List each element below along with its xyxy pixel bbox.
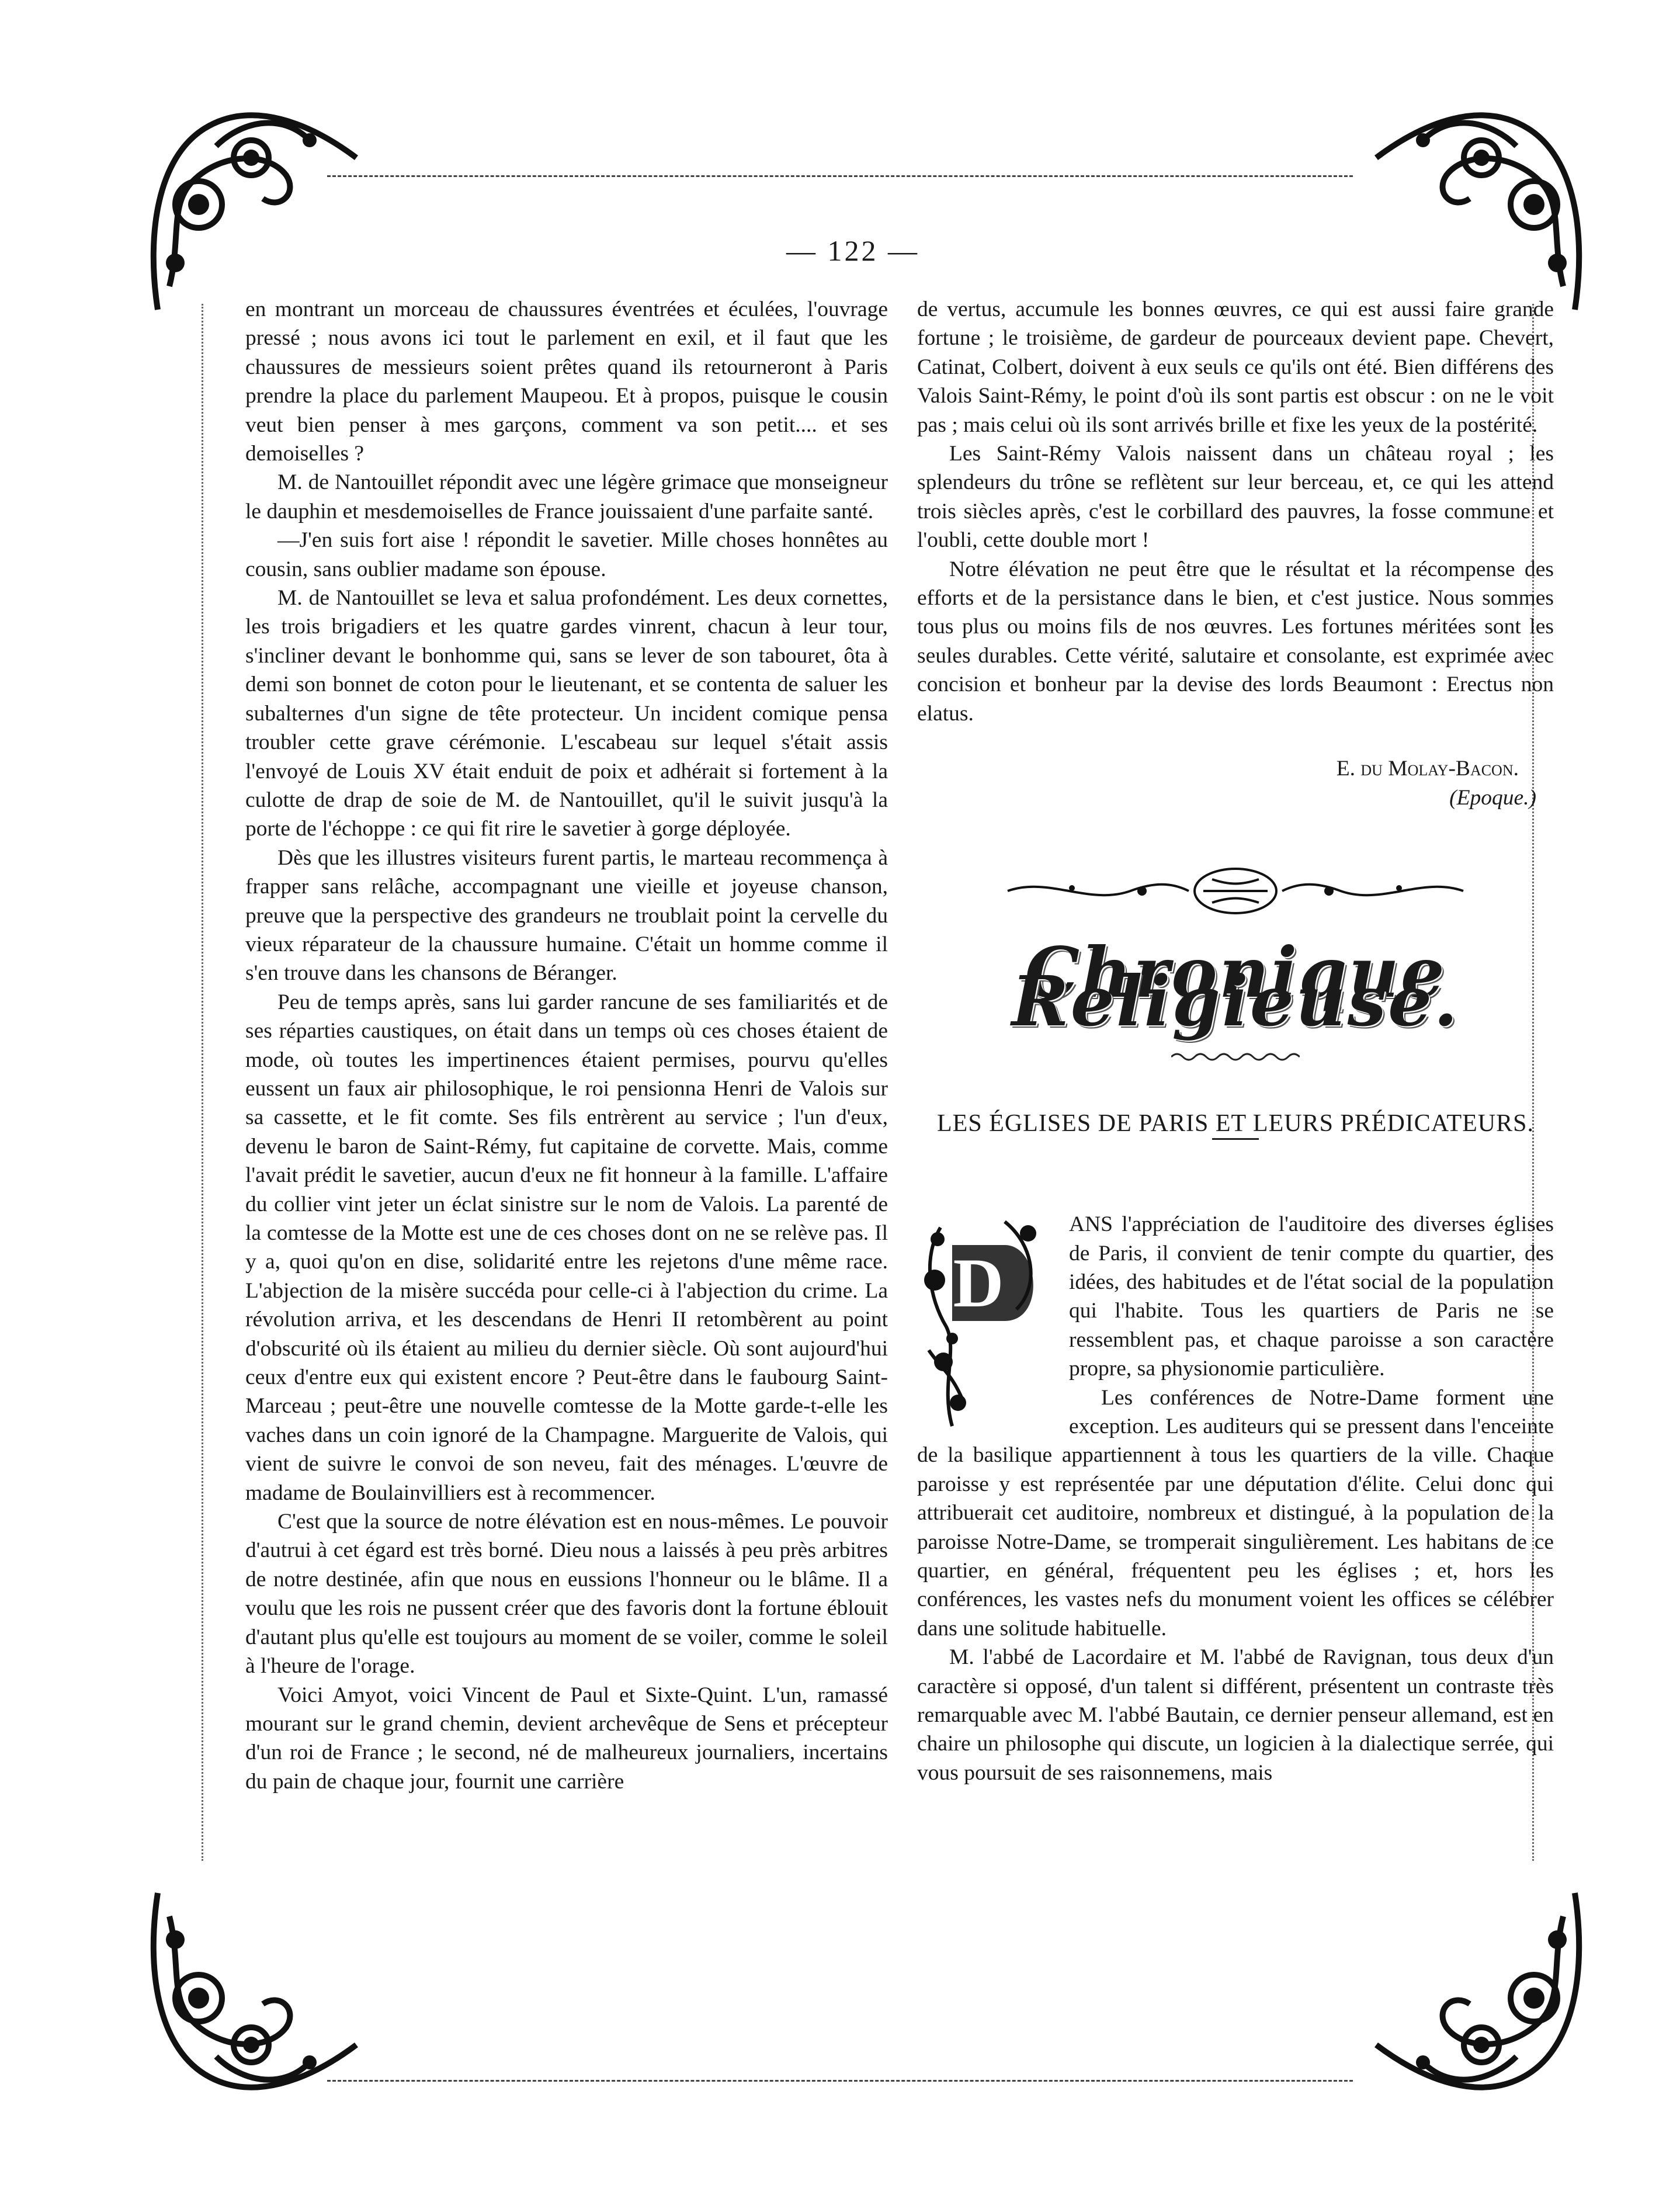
bottom-left-corner-ornament — [134, 1870, 380, 2115]
article-title: LES ÉGLISES DE PARIS ET LEURS PRÉDICATEURS. — [937, 1109, 1534, 1137]
paragraph: M. l'abbé de Lacordaire et M. l'abbé de Ravignan, tous deux d'un caractère si opposé, d'un talent si différent, présentent un contraste très remarquable avec M. l'abbé Bautain, ce dernier penseur allemand, est en chaire un philosophe qui discute, un logicien à la dialectique serrée, qui vous poursuit de ses raisonnemens, mais — [917, 1645, 1554, 1785]
short-rule — [1212, 1138, 1259, 1140]
paragraph: Peu de temps après, sans lui garder rancune de ses familiarités et de ses réparties caustiques, on était dans un temps où ces choses étaient de mode, où toutes les impertinences étaient permises, pourvu qu'elles eussent un faux air philosophique, le roi pensionna Henri de Valois sur sa cassette, et le fit comte. Ses fils entrèrent au service ; l'un d'eux, devenu le baron de Saint-Rémy, fut capitaine de corvette. Mais, comme l'avait prédit le savetier, aucun d'eux ne fit honneur à la famille. L'affaire du collier vint jeter un éclat sinistre sur le nom de Valois. La parenté de la comtesse de la Motte est une de ces choses dont on ne se relève pas. Il y a, quoi qu'on en dise, solidarité entre les rejetons d'une même race. L'abjection de la misère succéda pour celle-ci à l'abjection du crime. La révolution arriva, et les descendans de Henri II retombèrent au point d'obscurité où ils étaient au milieu du dernier siècle. Où sont aujourd'hui ceux d'entre eux qui existent encore ? Peut-être dans le faubourg Saint-Marceau ; peut-être une nouvelle comtesse de la Motte garde-t-elle les vaches dans un coin ignoré de la Champagne. Marguerite de Valois, qui vient de suivre le convoi de son neveu, fait des ménages. L'œuvre de madame de Boulainvilliers est à recommencer. — [245, 990, 888, 1505]
source-citation: (Epoque.) — [1449, 785, 1536, 810]
wavy-rule — [1171, 1051, 1300, 1063]
paragraph: Voici Amyot, voici Vincent de Paul et Sixte-Quint. L'un, ramassé mourant sur le grand chemin, devient archevêque de Sens et précepteur d'un roi de France ; le second, né de malheureux journaliers, incertains du pain de chaque jour, fournit une carrière — [245, 1683, 888, 1794]
paragraph: C'est que la source de notre élévation est en nous-mêmes. Le pouvoir d'autrui à cet égard est très borné. Dieu nous a laissés à peu près arbitres de notre destinée, afin que nous en eussions l'honneur ou le blâme. Il a voulu que les rois ne pussent créer que des favoris dont la fortune éblouit d'autant plus qu'elle est toujours au moment de se voiler, comme le soleil à l'heure de l'orage. — [245, 1510, 888, 1679]
page-number: — 122 — — [786, 234, 919, 267]
author-signature: E. du Molay-Bacon. — [1336, 757, 1519, 781]
paragraph: Notre élévation ne peut être que le résultat et la récompense des efforts et de la persistance dans le bien, et c'est justice. Nous sommes tous plus ou moins fils de nos œuvres. Les fortunes méritées sont les seules durables. Cette vérité, salutaire et consolante, est exprimée avec concision et bonheur par la devise des lords Beaumont : Erectus non elatus. — [917, 557, 1554, 726]
paragraph: —J'en suis fort aise ! répondit le savetier. Mille choses honnêtes au cousin, sans oublier madame son épouse. — [245, 528, 888, 581]
paragraph: ANS l'appréciation de l'auditoire des diverses églises de Paris, il convient de tenir compte du quartier, des idées, des habitudes et de l'état social de la population qui l'habite. Tous les quartiers de Paris ne se ressemblent pas, et chaque paroisse a son caractère propre, sa physionomie particulière. — [1069, 1212, 1554, 1381]
bottom-right-corner-ornament — [1353, 1870, 1598, 2115]
paragraph: de vertus, accumule les bonnes œuvres, ce qui est aussi faire grande fortune ; le troisième, de gardeur de pourceaux devient pape. Chevert, Catinat, Colbert, doivent à eux seuls ce qu'ils ont été. Bien différens des Valois Saint-Rémy, le point d'où ils sont partis est obscur : on ne le voit pas ; mais celui où ils sont arrivés brille et fixe les yeux de la postérité. — [917, 297, 1554, 437]
left-border-line — [202, 304, 203, 1861]
paragraph: Les conférences de Notre-Dame forment une exception. Les auditeurs qui se pressent dans l'enceinte de la basilique appartiennent à tous les quartiers de la ville. Chaque paroisse y est représentée par une députation d'élite. Celui donc qui attribuerait cet auditoire, nombreux et distingué, à la population de la paroisse Notre-Dame, se tromperait singulièrement. Les habitans de ce quartier, en général, fréquentent peu les églises ; et, hors les conférences, les vastes nefs du monument voient les offices se célébrer dans une solitude habituelle. — [917, 1385, 1554, 1641]
section-heading-chronique: Chronique Religieuse. — [1011, 931, 1460, 1042]
paragraph: en montrant un morceau de chaussures éventrées et éculées, l'ouvrage pressé ; nous avons ici tout le parlement en exil, et il faut que les chaussures de messieurs soient prêtes quand ils retourneront à Paris prendre la place du parlement Maupeou. Et à propos, puisque le cousin veut bien penser à mes garçons, comment va son petit.... et ses demoiselles ? — [245, 297, 888, 466]
paragraph: Les Saint-Rémy Valois naissent dans un château royal ; les splendeurs du trône se reflètent sur leur berceau, et, ce qui les attend trois siècles après, c'est le corbillard des pauvres, la fosse commune et l'oubli, cette double mort ! — [917, 442, 1554, 553]
right-column — [917, 295, 1554, 1787]
paragraph: M. de Nantouillet se leva et salua profondément. Les deux cornettes, les trois brigadiers et les quatre gardes vinrent, chacun à leur tour, s'incliner devant le bonhomme qui, sans se lever de son tabouret, ôta à demi son bonnet de coton pour le lieutenant, et se contenta de saluer les subalternes d'un signe de tête protecteur. Un incident comique pensa troubler cette grave cérémonie. L'escabeau sur lequel s'était assis l'envoyé de Louis XV était enduit de poix et adhérait si fortement à la culotte de drap de soie de M. de Nantouillet, qu'il le suivit jusqu'à la porte de l'échoppe : ce qui fit rire le savetier à gorge déployée. — [245, 586, 888, 841]
paragraph: Dès que les illustres visiteurs furent partis, le marteau recommença à frapper sans relâche, accompagnant une vieille et joyeuse chanson, preuve que la perspective des grandeurs ne troublait point la cervelle du vieux réparateur de la chaussure humaine. C'était un homme comme il s'en trouve dans les chansons de Béranger. — [245, 845, 888, 986]
bottom-border-line — [327, 2080, 1353, 2082]
top-border-line — [327, 175, 1353, 177]
divider-ornament — [1002, 865, 1469, 917]
dropcap-illustration — [917, 1210, 1051, 1438]
left-column — [245, 295, 888, 1796]
paragraph: M. de Nantouillet répondit avec une légère grimace que monseigneur le dauphin et mesdemoiselles de France jouissaient d'une parfaite santé. — [245, 470, 888, 523]
svg-text:D: D — [953, 1244, 1004, 1322]
